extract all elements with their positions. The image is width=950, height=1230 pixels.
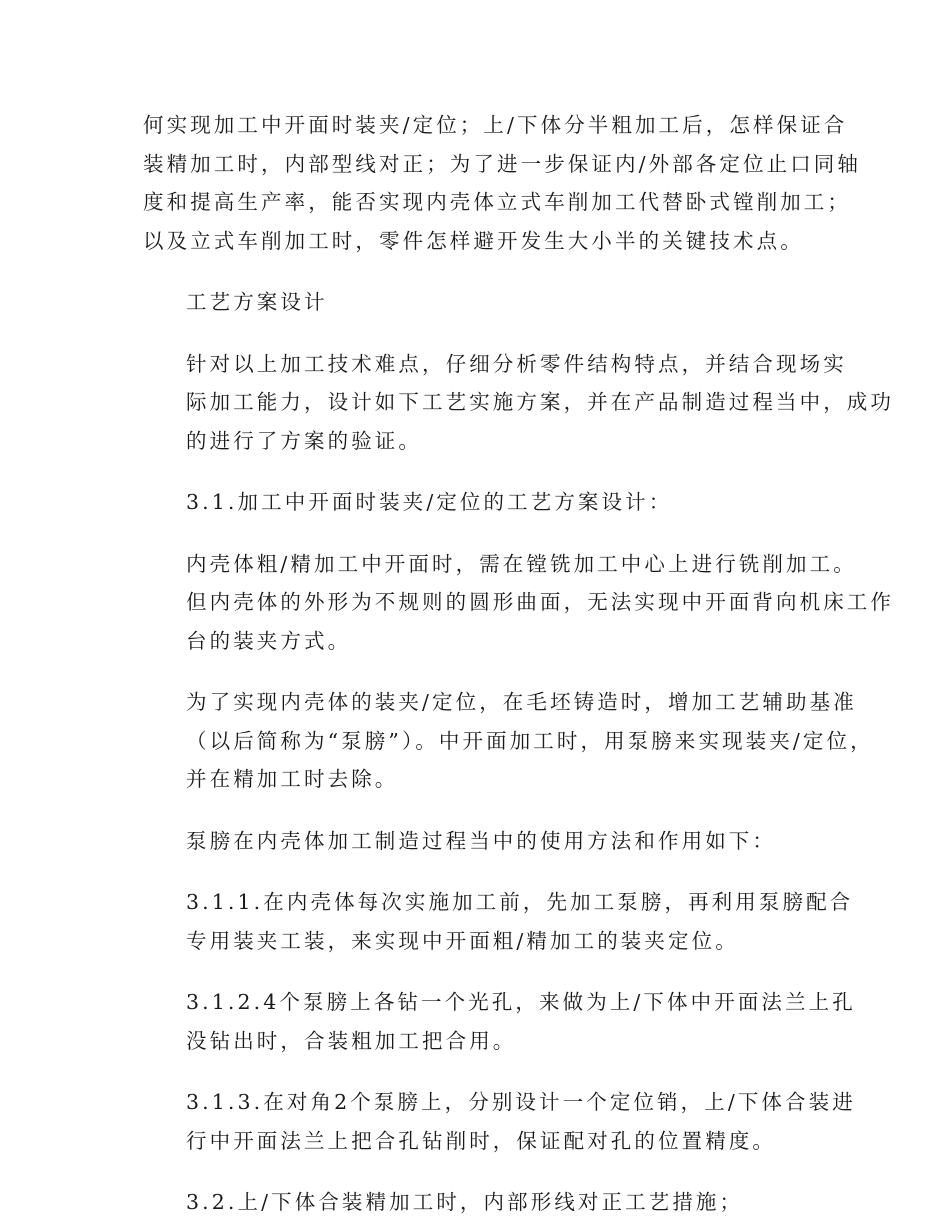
paragraph [143,822,805,861]
paragraph [143,345,894,461]
text-line: 际加工能力，设计如下工艺实施方案，并在产品制造过程当中，成功 [186,390,894,414]
text-line: 但内壳体的外形为不规则的圆形曲面，无法实现中开面背向机床工作 [186,590,894,614]
paragraph [143,545,894,661]
text-line: 装精加工时，内部型线对正；为了进一步保证内/外部各定位止口同轴 [143,151,862,176]
text-line: 的进行了方案的验证。 [186,428,422,453]
list-item [143,883,854,960]
text-line: 针对以上加工技术难点，仔细分析零件结构特点，并结合现场实 [186,351,847,376]
text-line: 为了实现内壳体的装夹/定位，在毛坯铸造时，增加工艺辅助基准 [186,690,857,714]
text-line: 行中开面法兰上把合孔钻削时，保证配对孔的位置精度。 [186,1128,776,1153]
section-heading [143,283,805,322]
text-line: 3.1.3.在对角2个泵膀上，分别设计一个定位销，上/下体合装进 [186,1090,856,1114]
list-item [143,983,856,1060]
text-line: 3.2.上/下体合装精加工时，内部形线对正工艺措施； [186,1190,744,1214]
text-line: 3.1.1.在内壳体每次实施加工前，先加工泵膀，再利用泵膀配合 [186,890,854,914]
text-line: 内壳体粗/精加工中开面时，需在镗铣加工中心上进行铣削加工。 [186,551,857,576]
text-line: 工艺方案设计 [186,290,328,314]
text-line: 何实现加工中开面时装夹/定位；上/下体分半粗加工后，怎样保证合 [143,113,848,137]
text-line: 没钻出时，合装粗加工把合用。 [186,1028,517,1053]
text-line: 以及立式车削加工时，零件怎样避开发生大小半的关键技术点。 [143,228,804,253]
list-item [143,1083,856,1160]
text-line: 台的装夹方式。 [186,628,352,653]
text-line: 度和提高生产率，能否实现内壳体立式车削加工代替卧式镗削加工； [143,190,851,214]
paragraph-intro [143,106,862,260]
text-line: 3.1.2.4个泵膀上各钻一个光孔，来做为上/下体中开面法兰上孔 [186,990,856,1014]
text-line: （以后简称为“泵膀”）。中开面加工时，用泵膀来实现装夹/定位， [186,728,874,753]
paragraph [143,683,874,799]
subsection-heading [143,483,805,522]
text-line: 专用装夹工装，来实现中开面粗/精加工的装夹定位。 [186,928,739,953]
text-line: 3.1.加工中开面时装夹/定位的工艺方案设计： [186,490,673,514]
text-line: 并在精加工时去除。 [186,767,399,791]
subsection-heading [143,1183,805,1222]
text-line: 泵膀在内壳体加工制造过程当中的使用方法和作用如下： [186,828,776,853]
